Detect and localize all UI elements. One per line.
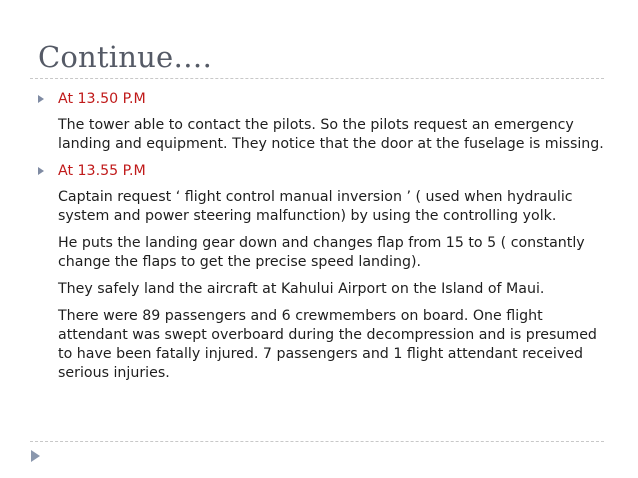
slide-content	[38, 88, 610, 391]
body-paragraph: They safely land the aircraft at Kahului Airport on the Island of Maui.	[58, 281, 545, 297]
slide-title: Continue….	[38, 40, 212, 74]
triangle-right-icon	[38, 95, 44, 103]
body-paragraph: The tower able to contact the pilots. So the pilots request an emergency landing and equipment. They notice that the door at the fuselage is missing.	[58, 117, 604, 152]
triangle-right-icon	[38, 167, 44, 175]
bullet-item	[38, 90, 610, 108]
body-paragraph: He puts the landing gear down and changes flap from 15 to 5 ( constantly change the flaps to get the precise speed landing).	[58, 235, 585, 270]
bullet-item	[38, 162, 610, 180]
bullet-label: At 13.55 P.M	[58, 163, 146, 179]
body-paragraph: There were 89 passengers and 6 crewmembers on board. One flight attendant was swept overboard during the decompression and is presumed to have been fatally injured. 7 passengers and 1 flight attendant received serious injuries.	[58, 308, 597, 381]
bullet-label: At 13.50 P.M	[58, 91, 146, 107]
title-divider	[30, 78, 604, 79]
triangle-right-icon	[31, 450, 40, 462]
footer-divider	[30, 441, 604, 442]
body-paragraph: Captain request ‘ flight control manual inversion ’ ( used when hydraulic system and power steering malfunction) by using the controlling yolk.	[58, 189, 573, 224]
